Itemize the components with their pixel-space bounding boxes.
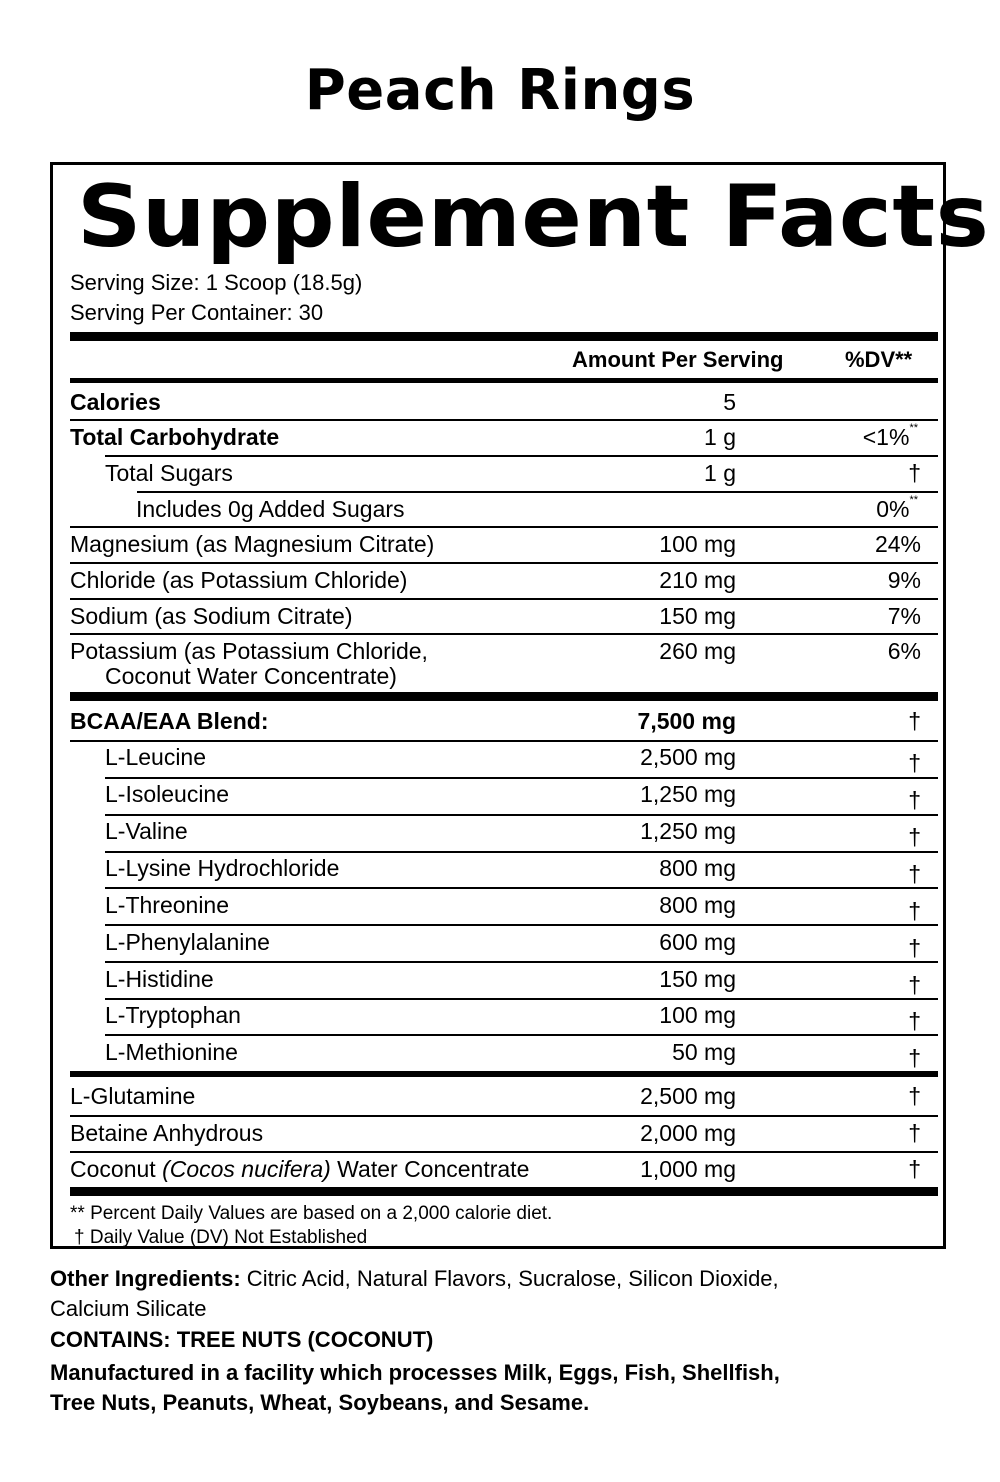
row-divider xyxy=(70,1151,938,1153)
nutrient-dv: 7% xyxy=(887,603,921,629)
ingredient-amount: 150 mg xyxy=(659,966,736,992)
product-title: Peach Rings xyxy=(304,58,696,123)
facility-statement: Manufactured in a facility which processes Milk, Eggs, Fish, Shellfish, xyxy=(50,1360,780,1385)
facility-statement-line2: Tree Nuts, Peanuts, Wheat, Soybeans, and Sesame. xyxy=(50,1390,590,1415)
nutrient-amount: 5 xyxy=(723,389,736,415)
ingredient-name: L-Phenylalanine xyxy=(105,929,270,955)
ingredient-dv: † xyxy=(908,935,921,961)
ingredient-dv: † xyxy=(908,1156,921,1182)
dv-header: %DV** xyxy=(845,347,913,372)
ingredient-dv: † xyxy=(908,787,921,813)
ingredient-amount: 1,250 mg xyxy=(640,818,736,844)
nutrient-name: Total Sugars xyxy=(105,460,233,486)
nutrient-name: Total Carbohydrate xyxy=(70,424,280,450)
nutrient-amount: 1 g xyxy=(704,460,736,486)
thick-divider xyxy=(70,692,938,701)
row-divider xyxy=(70,633,938,635)
supplement-facts-panel xyxy=(50,162,990,1249)
ingredient-name: L-Valine xyxy=(105,818,188,844)
thick-divider xyxy=(70,1071,938,1077)
ingredient-name: L-Isoleucine xyxy=(105,781,230,807)
ingredient-dv: † xyxy=(908,1120,921,1146)
nutrient-name: Chloride (as Potassium Chloride) xyxy=(70,567,408,593)
row-divider xyxy=(70,740,938,742)
footnote-dagger: † Daily Value (DV) Not Established xyxy=(74,1227,368,1248)
other-ingredients-label: Other Ingredients: xyxy=(50,1266,241,1291)
ingredient-name: L-Histidine xyxy=(105,966,214,992)
blend-name: BCAA/EAA Blend: xyxy=(70,708,269,734)
ingredient-name: Betaine Anhydrous xyxy=(70,1120,264,1146)
row-divider xyxy=(105,924,938,926)
nutrient-amount: 150 mg xyxy=(659,603,736,629)
row-divider xyxy=(70,419,938,421)
allergen-statement: CONTAINS: TREE NUTS (COCONUT) xyxy=(50,1327,434,1352)
serving-size: Serving Size: 1 Scoop (18.5g) xyxy=(70,270,363,295)
ingredient-dv: † xyxy=(908,750,921,776)
ingredient-dv: † xyxy=(908,1045,921,1071)
dv-footnote-mark: ** xyxy=(909,422,918,434)
row-divider xyxy=(70,562,938,564)
ingredient-amount: 800 mg xyxy=(659,892,736,918)
panel-title: Supplement Facts xyxy=(77,167,990,267)
row-divider xyxy=(105,1034,938,1036)
footnote-dv: ** Percent Daily Values are based on a 2,000 calorie diet. xyxy=(70,1203,553,1224)
ingredient-name: L-Leucine xyxy=(105,744,207,770)
ingredient-amount: 2,500 mg xyxy=(640,1083,736,1109)
ingredient-name: L-Tryptophan xyxy=(105,1002,241,1028)
row-divider xyxy=(105,777,938,779)
ingredient-amount: 2,500 mg xyxy=(640,744,736,770)
nutrient-amount: 100 mg xyxy=(659,531,736,557)
other-ingredients-line2: Calcium Silicate xyxy=(50,1296,207,1321)
ingredient-dv: † xyxy=(908,861,921,887)
nutrient-dv: 0%** xyxy=(876,494,918,522)
ingredient-amount: 800 mg xyxy=(659,855,736,881)
header-divider xyxy=(70,378,938,383)
ingredient-dv: † xyxy=(908,1008,921,1034)
nutrient-amount: 1 g xyxy=(704,424,736,450)
row-divider xyxy=(70,526,938,528)
ingredient-dv: † xyxy=(908,824,921,850)
nutrient-dv: <1%** xyxy=(862,422,918,450)
other-ingredients: Other Ingredients: Citric Acid, Natural Flavors, Sucralose, Silicon Dioxide, xyxy=(50,1266,779,1291)
nutrient-dv: 9% xyxy=(887,567,921,593)
nutrient-name: Includes 0g Added Sugars xyxy=(136,496,405,522)
blend-amount: 7,500 mg xyxy=(637,708,736,734)
ingredient-name: L-Lysine Hydrochloride xyxy=(105,855,340,881)
ingredient-amount: 100 mg xyxy=(659,1002,736,1028)
nutrient-dv: † xyxy=(908,460,921,486)
ingredient-dv: † xyxy=(908,972,921,998)
row-divider xyxy=(137,491,938,493)
thick-divider xyxy=(70,1187,938,1196)
thick-divider xyxy=(70,332,938,341)
row-divider xyxy=(105,961,938,963)
nutrient-dv: 6% xyxy=(887,638,921,664)
row-divider xyxy=(70,598,938,600)
row-divider xyxy=(105,851,938,853)
row-divider xyxy=(105,998,938,1000)
ingredient-amount: 50 mg xyxy=(672,1039,736,1065)
nutrient-dv: 24% xyxy=(874,531,921,557)
nutrient-name: Calories xyxy=(70,389,161,415)
blend-dv: † xyxy=(908,708,921,734)
ingredient-dv: † xyxy=(908,898,921,924)
row-divider xyxy=(70,1115,938,1117)
row-divider xyxy=(105,887,938,889)
ingredient-name: L-Glutamine xyxy=(70,1083,196,1109)
latin-name: (Cocos nucifera) xyxy=(162,1156,331,1182)
ingredient-amount: 1,000 mg xyxy=(640,1156,736,1182)
ingredient-name: L-Methionine xyxy=(105,1039,238,1065)
ingredient-dv: † xyxy=(908,1083,921,1109)
nutrient-name: Sodium (as Sodium Citrate) xyxy=(70,603,353,629)
ingredient-name: L-Threonine xyxy=(105,892,230,918)
row-divider xyxy=(105,455,938,457)
dv-footnote-mark: ** xyxy=(909,494,918,506)
nutrient-amount: 210 mg xyxy=(659,567,736,593)
nutrient-row xyxy=(70,638,938,688)
amount-per-serving-header: Amount Per Serving xyxy=(572,347,784,372)
nutrient-amount: 260 mg xyxy=(659,638,736,664)
nutrient-name: Magnesium (as Magnesium Citrate) xyxy=(70,531,435,557)
ingredient-amount: 2,000 mg xyxy=(640,1120,736,1146)
ingredient-amount: 1,250 mg xyxy=(640,781,736,807)
nutrient-name: Potassium (as Potassium Chloride, xyxy=(70,638,428,664)
ingredient-name: Coconut (Cocos nucifera) Water Concentrate xyxy=(70,1156,530,1182)
ingredient-amount: 600 mg xyxy=(659,929,736,955)
servings-per-container: Serving Per Container: 30 xyxy=(70,300,324,325)
row-divider xyxy=(105,814,938,816)
nutrient-name-line2: Coconut Water Concentrate) xyxy=(105,663,397,689)
